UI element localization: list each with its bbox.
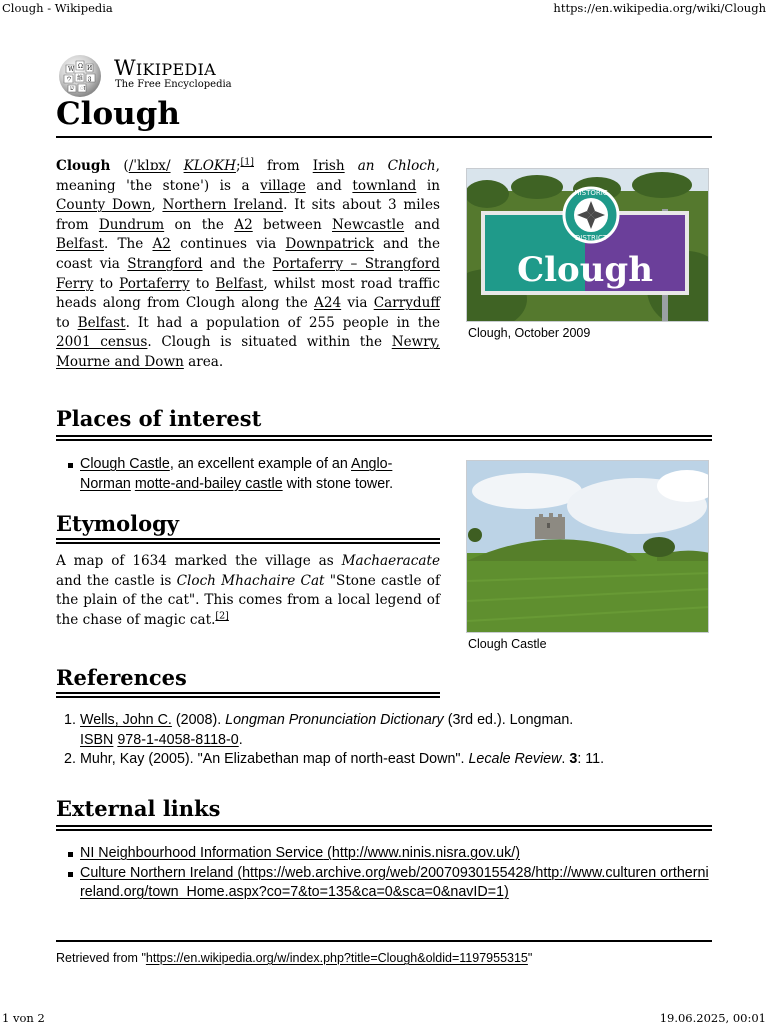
places-list [56,455,440,494]
downpatrick-link[interactable]: Downpatrick [285,236,374,253]
external-links-list [56,844,712,903]
anglo-norman-link[interactable]: Anglo-Norman [80,456,393,492]
etymology-paragraph: A map of 1634 marked the village as Machaeracate and the castle is Cloch Mhachaire Cat "Stone castle of the plain of the cat". This comes from a local legend of the chase of magic cat.[2] [56,553,441,628]
list-item [56,864,712,903]
print-header-title: Clough - Wikipedia [2,1,113,15]
sign-text: Clough [517,250,653,290]
reference-item: 2. Muhr, Kay (2005). "An Elizabethan map of north-east Down". Lecale Review. 3: 11. [64,751,605,767]
title-divider [56,136,712,138]
svg-text:ウ: ウ [66,76,73,83]
svg-text:И: И [87,65,93,72]
retrieved-from: Retrieved from "https://en.wikipedia.org/w/index.php?title=Clough&oldid=1197955315" [56,951,533,965]
section-divider [56,692,440,698]
newry-mourne-down-link[interactable]: Newry, Mourne and Down [56,334,440,370]
list-item [56,844,712,864]
culture-ni-link[interactable]: Culture Northern Ireland (https://web.archive.org/web/20070930155428/http://www.culturen orthernireland.org/town_Home.aspx?co=7&to=135&ca=0&sca=0&navID=1) [80,864,709,900]
permalink-link[interactable]: https://en.wikipedia.org/w/index.php?title=Clough&oldid=1197955315 [145,951,528,965]
places-heading: Places of interest [56,406,262,431]
a2-link[interactable]: A2 [234,216,253,233]
ferry-link[interactable]: Portaferry – Strangford Ferry [56,255,440,292]
svg-text:維: 維 [77,75,84,82]
etymology-heading: Etymology [56,511,180,536]
section-divider [56,538,440,544]
strangford-link[interactable]: Strangford [127,255,203,272]
belfast-link[interactable]: Belfast [56,236,104,253]
irish-link[interactable]: Irish [312,158,345,174]
print-footer-date: 19.06.2025, 00:01 [659,1011,766,1024]
ref-1-link[interactable]: [1] [240,156,254,168]
wikipedia-tagline: The Free Encyclopedia [115,79,232,90]
clough-castle-link[interactable]: Clough Castle [80,456,170,472]
motte-and-bailey-link[interactable]: motte-and-bailey castle [134,475,283,492]
portaferry-link[interactable]: Portaferry [119,275,190,292]
wikipedia-globe-logo[interactable] [56,53,104,99]
page-title: Clough [56,96,180,132]
figure-caption: Clough Castle [468,637,547,651]
references-heading: References [56,665,187,690]
reference-item: 1. Wells, John C. (2008). Longman Pronunciation Dictionary (3rd ed.). Longman. ISBN 978-1-4058-8118-0. [64,712,574,748]
ninis-link[interactable]: NI Neighbourhood Information Service (http://www.ninis.nisra.gov.uk/) [80,845,520,861]
footer-divider [56,940,712,942]
wikipedia-wordmark[interactable]: WIKIPEDIA [114,56,217,80]
wells-author-link[interactable]: Wells, John C. [80,712,172,728]
a2-link[interactable]: A2 [152,236,171,253]
ipa-link[interactable]: /ˈklɒx/ [128,158,171,174]
section-divider [56,825,712,831]
svg-text:ვ: ვ [88,75,92,82]
references-list [56,711,676,770]
census-link[interactable]: 2001 census [56,334,148,351]
svg-text:W: W [68,66,75,73]
print-footer-page: 1 von 2 [2,1011,45,1024]
village-link[interactable]: village [260,177,306,194]
county-down-link[interactable]: County Down [56,197,152,214]
sign-badge-top: HISTORIC [574,189,608,197]
respelling-link[interactable]: KLOKH [183,158,236,174]
isbn-link[interactable]: 978-1-4058-8118-0 [117,731,239,748]
northern-ireland-link[interactable]: Northern Ireland [162,197,284,214]
newcastle-link[interactable]: Newcastle [332,216,405,233]
intro-paragraph: Clough (/ˈklɒx/ KLOKH;[1] from Irish an Chloch, meaning 'the stone') is a village and townland in County Down, Northern Ireland. It sits about 3 miles from Dundrum on the A2 between Newcastle and Belfast. The A2 continues via Downpatrick and the coast via Strangford and the Portaferry – Strangford Ferry to Portaferry to Belfast, whilst most road traffic heads along from Clough along the A24 via Carryduff to Belfast. It had a population of 255 people in the 2001 census. Clough is situated within the Newry, Mourne and Down area. [56,156,440,370]
sign-badge-bottom: DISTRICT [574,234,608,242]
figure-caption: Clough, October 2009 [468,326,591,340]
dundrum-link[interactable]: Dundrum [98,216,165,233]
svg-text:Ω: Ω [78,63,83,70]
svg-text:ा: ा [80,85,86,92]
svg-text:ש: ש [70,85,75,92]
isbn-label-link[interactable]: ISBN [80,731,114,748]
clough-castle-image[interactable] [466,460,709,633]
carryduff-link[interactable]: Carryduff [373,295,440,312]
belfast-link[interactable]: Belfast [77,314,126,331]
belfast-link[interactable]: Belfast [215,275,264,292]
clough-sign-image[interactable] [466,168,709,322]
external-links-heading: External links [56,796,221,821]
ref-2-link[interactable]: [2] [215,610,229,622]
list-item: Clough Castle, an excellent example of an Anglo-Norman motte-and-bailey castle with stone tower. [56,455,440,494]
a24-link[interactable]: A24 [314,295,342,312]
section-divider [56,435,712,441]
townland-link[interactable]: townland [352,177,417,194]
print-header-url: https://en.wikipedia.org/wiki/Clough [553,1,766,15]
